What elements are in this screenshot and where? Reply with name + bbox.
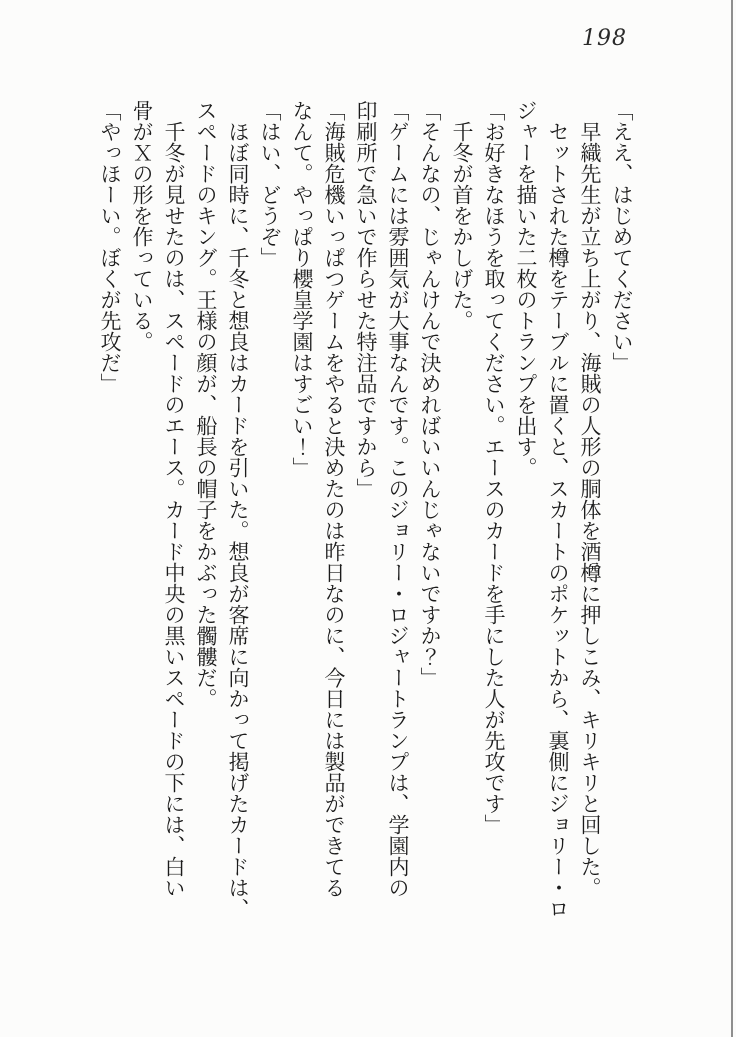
text-line: 印刷所で急いで作らせた特注品ですから」 (354, 100, 378, 499)
text-line: 骨がＸの形を作っている。 (130, 100, 154, 352)
text-line: 千冬が見せたのは、スペードのエース。カード中央の黒いスペードの下には、白い (162, 121, 186, 898)
text-line: 「ええ、はじめてください」 (610, 100, 634, 373)
text-line: 「やっほーい。ぼくが先攻だ」 (98, 100, 122, 394)
text-line: なんて。やっぱり櫻皇学園はすごい！」 (290, 100, 314, 478)
text-line: 「海賊危機いっぱつゲームをやると決めたのは昨日なのに、今日には製品ができてる (322, 100, 346, 898)
text-line: 早織先生が立ち上がり、海賊の人形の胴体を酒樽に押しこみ、キリキリと回した。 (578, 121, 602, 898)
text-line: スペードのキング。王様の顔が、船長の帽子をかぶった髑髏だ。 (194, 100, 218, 709)
text-line: 千冬が首をかしげた。 (450, 121, 474, 331)
text-line: 「ゲームには雰囲気が大事なんです。このジョリー・ロジャートランプは、学園内の (386, 100, 410, 898)
text-line: ジャーを描いた二枚のトランプを出す。 (514, 100, 538, 478)
text-line: 「そんなの、じゃんけんで決めればいいんじゃないですか？」 (418, 100, 442, 688)
text-line: 「お好きなほうを取ってください。エースのカードを手にした人が先攻です」 (482, 100, 506, 835)
text-line: 「はい、どうぞ」 (258, 100, 282, 268)
text-block (94, 100, 638, 928)
page-edge-line (731, 0, 733, 1037)
text-line: セットされた樽をテーブルに置くと、スカートのポケットから、裏側にジョリー・ロ (546, 121, 570, 919)
page-number: 198 (582, 26, 627, 51)
text-line: ほぼ同時に、千冬と想良はカードを引いた。想良が客席に向かって掲げたカードは、 (226, 121, 250, 919)
